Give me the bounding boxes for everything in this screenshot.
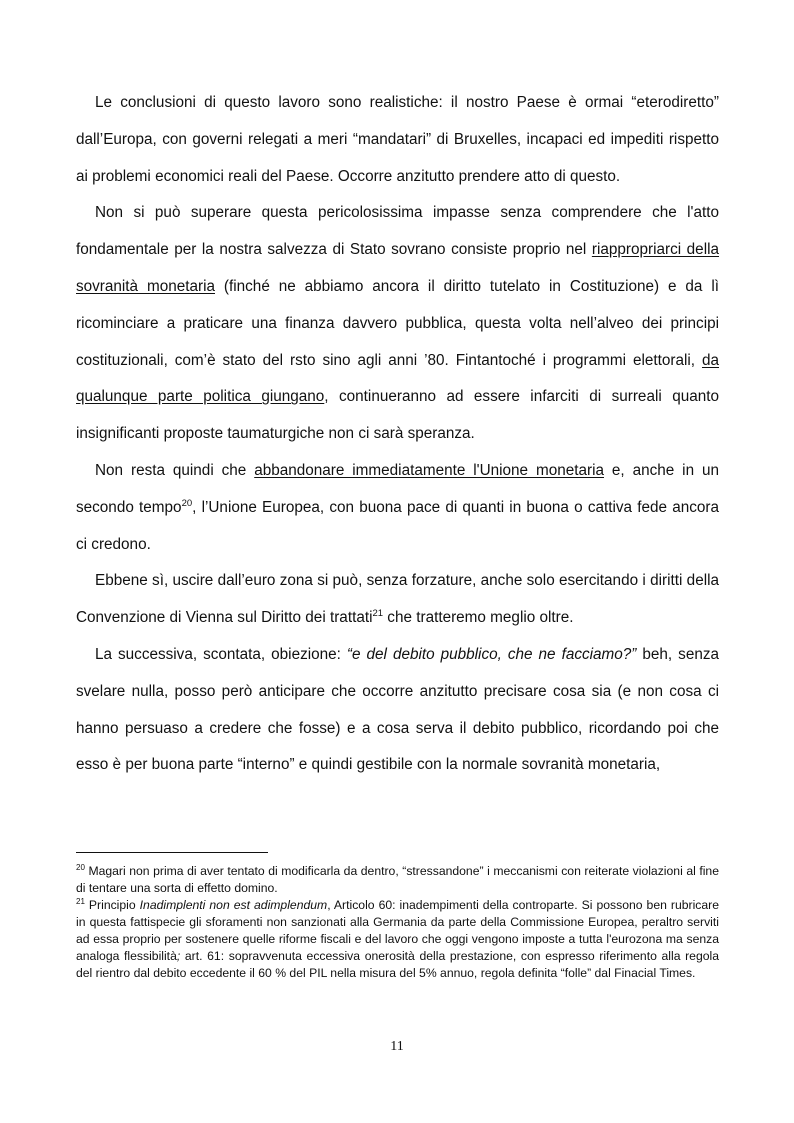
paragraph-5-text-b: beh, senza svelare nulla, posso però anticipare che occorre anzitutto precisare cosa sia (e non cosa ci hanno persuaso a credere che fosse) e a cosa serva il debito pubblico, ricordando poi che esso è per buona parte “interno” e quindi gestibile con la normale sovranità monetaria, <box>76 645 719 774</box>
paragraph-2-underlined-1: riappropriarci della sovranità monetaria <box>76 241 719 295</box>
paragraph-2-underlined-2: da qualunque parte politica giungano <box>76 351 719 406</box>
paragraph-3-text-b: e, anche in un secondo tempo <box>76 461 719 516</box>
paragraph-5 <box>76 637 719 784</box>
footnote-20 <box>76 863 719 897</box>
paragraph-2-text-a: Non si può superare questa pericolosissima impasse senza comprendere che l'atto fondamentale per la nostra salvezza di Stato sovrano consiste proprio nel <box>76 204 719 259</box>
paragraph-3-underlined: abbandonare immediatamente l'Unione monetaria <box>254 461 604 479</box>
footnote-21-semicolon: ; <box>176 949 181 963</box>
footnote-ref-20[interactable]: 20 <box>181 497 193 509</box>
footnote-21 <box>76 897 719 982</box>
paragraph-1-text: Le conclusioni di questo lavoro sono realistiche: il nostro Paese è ormai “eterodiretto” dall’Europa, con governi relegati a meri “mandatari” di Bruxelles, incapaci ed impediti rispetto ai problemi economici reali del Paese. Occorre anzitutto prendere atto di questo. <box>76 94 719 185</box>
paragraph-2-text-c: , continueranno ad essere infarciti di surreali quanto insignificanti proposte taumaturgiche non ci sarà speranza. <box>76 388 720 443</box>
footnote-20-text: Magari non prima di aver tentato di modificarla da dentro, “stressandone” i meccanismi con reiterate violazioni al fine di tentare una sorta di effetto domino. <box>76 864 719 895</box>
footnotes <box>76 852 719 982</box>
paragraph-3-text-c: , l’Unione Europea, con buona pace di quanti in buona o cattiva fede ancora ci credono. <box>76 498 720 553</box>
footnote-separator <box>76 852 268 853</box>
paragraph-4-text-b: che tratteremo meglio oltre. <box>383 609 574 627</box>
paragraph-2-text-b: (finché ne abbiamo ancora il diritto tutelato in Costituzione) e da lì ricominciare a praticare una finanza davvero pubblica, questa volta nell’alveo dei principi costituzionali, com’è stato del rsto sino agli anni ’80. Fintantoché i programmi elettorali, <box>76 277 719 369</box>
paragraph-4 <box>76 563 719 637</box>
paragraph-3 <box>76 453 719 563</box>
paragraph-5-text-a: La successiva, scontata, obiezione: <box>95 645 347 663</box>
footnote-21-text-a: Principio <box>84 898 140 912</box>
paragraph-1 <box>76 85 719 195</box>
footnote-21-text-c: art. 61: sopravvenuta eccessiva onerosità della prestazione, con espresso riferimento alla regola del rientro dal debito eccedente il 60 % del PIL nella misura del 5% annuo, regola definita “folle” dal Finacial Times. <box>76 949 719 980</box>
footnote-21-latin-principle: Inadimplenti non est adimplendum <box>139 898 328 912</box>
footnote-21-number: 21 <box>76 896 85 906</box>
footnote-20-number: 20 <box>76 862 85 872</box>
paragraph-3-text-a: Non resta quindi che <box>95 461 255 479</box>
footnote-21-text-b: , Articolo 60: inadempimenti della controparte. Si possono ben rubricare in questa fattispecie gli sforamenti non sanzionati alla Germania da parte della Commissione Europea, peraltro serviti ad essa proprio per sostenere quelle riforme fiscali e del lavoro che oggi vengono imposte a tutta l'eurozona ma senza analoga flessibilità <box>76 898 719 963</box>
footnote-ref-21[interactable]: 21 <box>372 608 384 620</box>
paragraph-5-quote: “e del debito pubblico, che ne facciamo?” <box>346 645 637 663</box>
paragraph-4-text-a: Ebbene sì, uscire dall’euro zona si può, senza forzature, anche solo esercitando i diritti della Convenzione di Vienna sul Diritto dei trattati <box>76 572 719 627</box>
paragraph-2 <box>76 195 719 453</box>
page-body <box>76 85 719 784</box>
page-number: 11 <box>390 1039 404 1054</box>
